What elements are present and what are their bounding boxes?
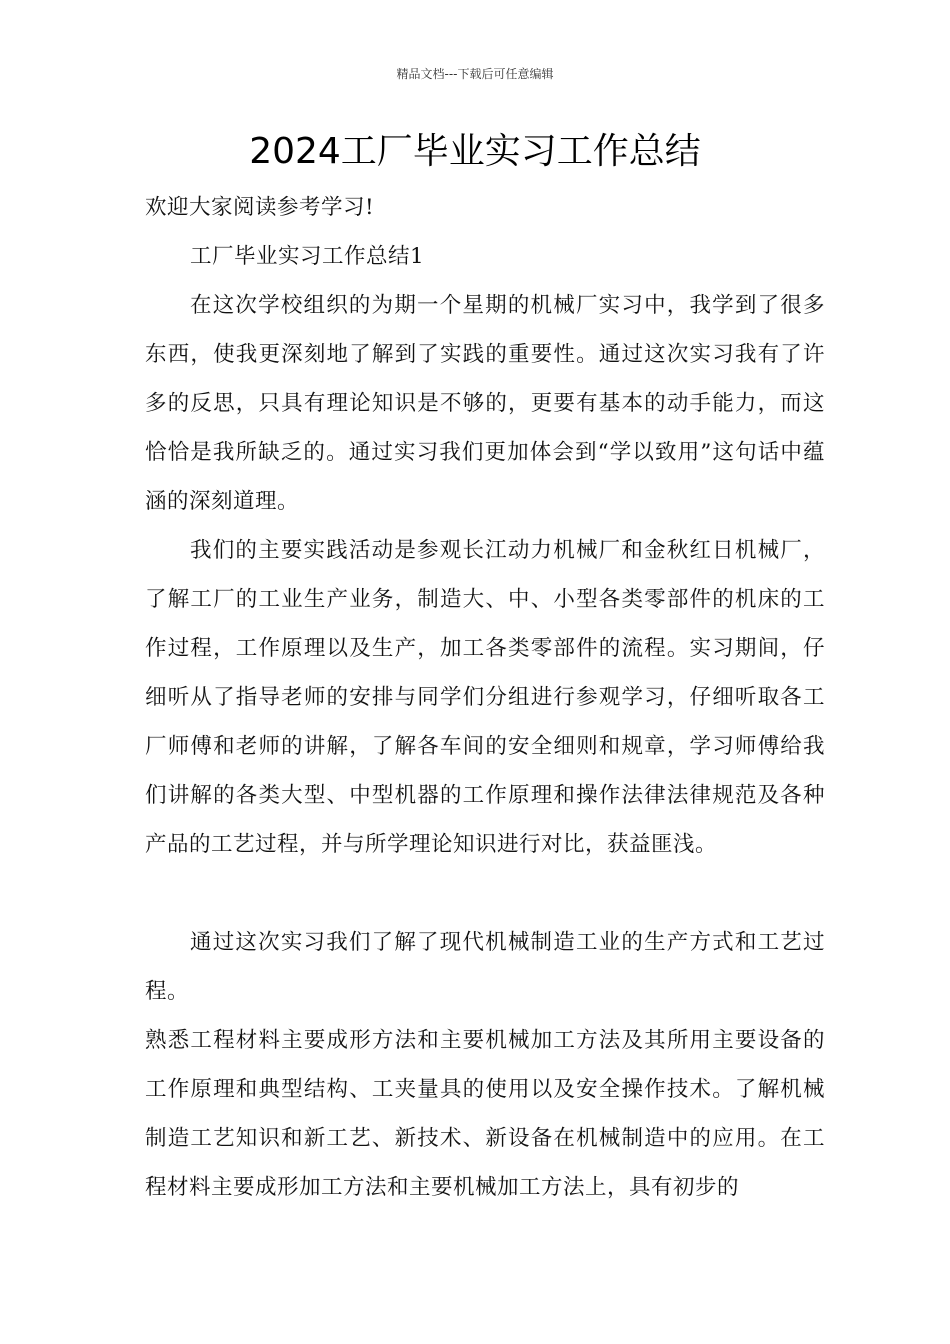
body-paragraph: 我们的主要实践活动是参观长江动力机械厂和金秋红日机械厂，了解工厂的工业生产业务，制造大、中、小型各类零部件的机床的工作过程，工作原理以及生产，加工各类零部件的流程。实习期间，仔细听从了指导老师的安排与同学们分组进行参观学习，仔细听取各工厂师傅和老师的讲解，了解各车间的安全细则和规章，学习师傅给我们讲解的各类大型、中型机器的工作原理和操作法律法律规范及各种产品的工艺过程，并与所学理论知识进行对比，获益匪浅。 (145, 538, 825, 857)
page-header: 精品文档---下载后可任意编辑 (396, 67, 554, 81)
document-title: 2024工厂毕业实习工作总结 (249, 131, 701, 172)
body-paragraph: 熟悉工程材料主要成形方法和主要机械加工方法及其所用主要设备的工作原理和典型结构、工夹量具的使用以及安全操作技术。了解机械制造工艺知识和新工艺、新技术、新设备在机械制造中的应用。在工程材料主要成形加工方法和主要机械加工方法上，具有初步的 (145, 1028, 825, 1200)
greeting-paragraph: 欢迎大家阅读参考学习! (145, 195, 375, 220)
paragraph-spacer (145, 869, 825, 918)
body-paragraph: 在这次学校组织的为期一个星期的机械厂实习中，我学到了很多东西，使我更深刻地了解到了实践的重要性。通过这次实习我有了许多的反思，只具有理论知识是不够的，更要有基本的动手能力，而这恰恰是我所缺乏的。通过实习我们更加体会到“学以致用”这句话中蕴涵的深刻道理。 (145, 293, 825, 514)
document-body (145, 183, 825, 1212)
body-paragraph: 通过这次实习我们了解了现代机械制造工业的生产方式和工艺过程。 (145, 930, 825, 1004)
section-heading: 工厂毕业实习工作总结1 (190, 244, 425, 269)
